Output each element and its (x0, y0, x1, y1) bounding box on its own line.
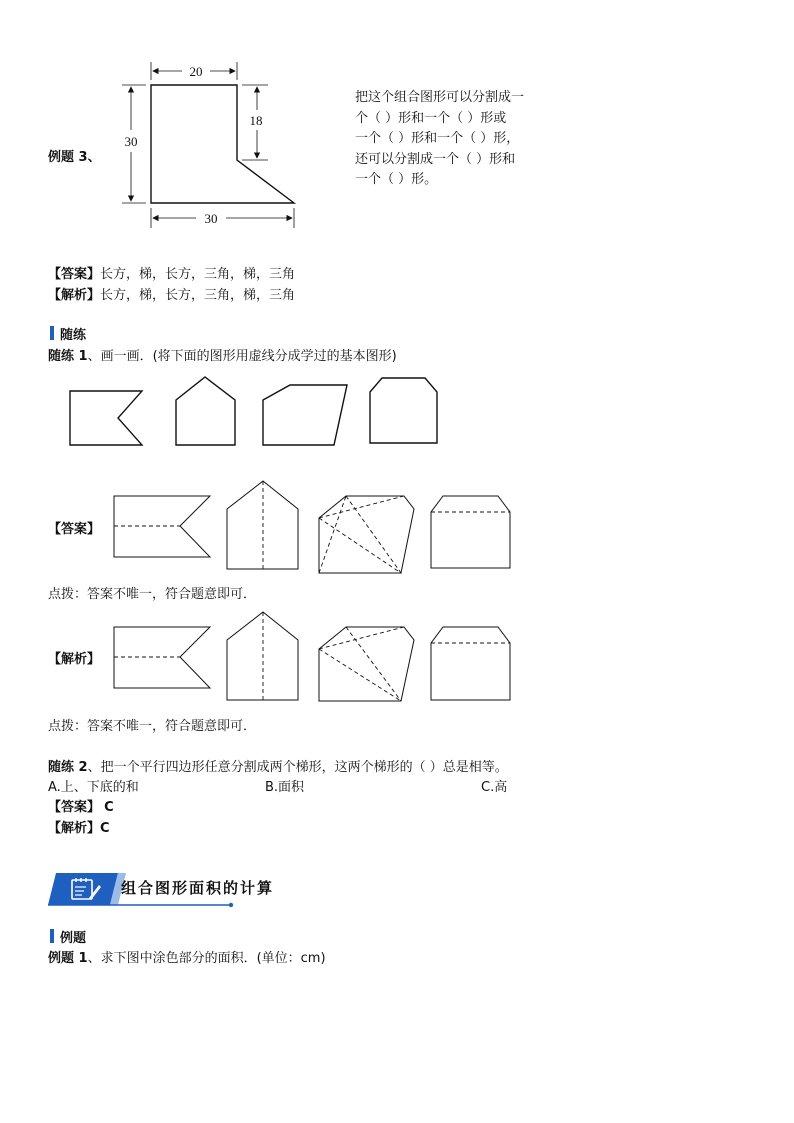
example3-answer: 【答案】长方，梯，长方，三角，梯，三角 (48, 267, 296, 282)
banner-title: 组合图形面积的计算 (121, 879, 275, 897)
example3-label: 例题 3、 (48, 150, 101, 165)
example3-analysis: 【解析】长方，梯，长方，三角，梯，三角 (48, 288, 296, 303)
example-q1: 例题 1、求下图中涂色部分的面积．(单位：cm) (48, 951, 326, 966)
practice-q2-answer: 【答案】 C (48, 800, 114, 815)
option-b: B.面积 (265, 780, 305, 795)
fig-top-dim: 20 (189, 64, 203, 79)
practice-q2-analysis: 【解析】C (48, 821, 110, 836)
practice-q1-answer-tag: 【答案】 (48, 522, 101, 537)
example-section-marker (50, 929, 54, 943)
example-section-title: 例题 (60, 931, 87, 946)
practice-section-marker (50, 326, 54, 340)
practice-q2: 随练 2、把一个平行四边形任意分割成两个梯形，这两个梯形的（ ）总是相等。 (48, 760, 508, 775)
fig-bottom-dim: 30 (204, 211, 218, 226)
practice-q1-analysis-tag: 【解析】 (48, 652, 101, 667)
practice-section-title: 随练 (60, 328, 87, 343)
practice-q1: 随练 1、画一画．(将下面的图形用虚线分成学过的基本图形) (48, 349, 397, 364)
example3-question: 把这个组合图形可以分割成一 个（ ）形和一个（ ）形或 一个（ ）形和一个（ ）形， 还可以分割成一个（ ）形和 一个（ ）形。 (355, 90, 525, 187)
practice-hint-1: 点拨：答案不唯一，符合题意即可． (48, 587, 257, 602)
section-banner (0, 0, 794, 60)
practice-hint-2: 点拨：答案不唯一，符合题意即可． (48, 719, 257, 734)
fig-right-dim: 18 (249, 113, 263, 128)
option-c: C.高 (481, 780, 508, 795)
fig-left-dim: 30 (124, 134, 138, 149)
option-a: A.上、下底的和 (48, 780, 139, 795)
